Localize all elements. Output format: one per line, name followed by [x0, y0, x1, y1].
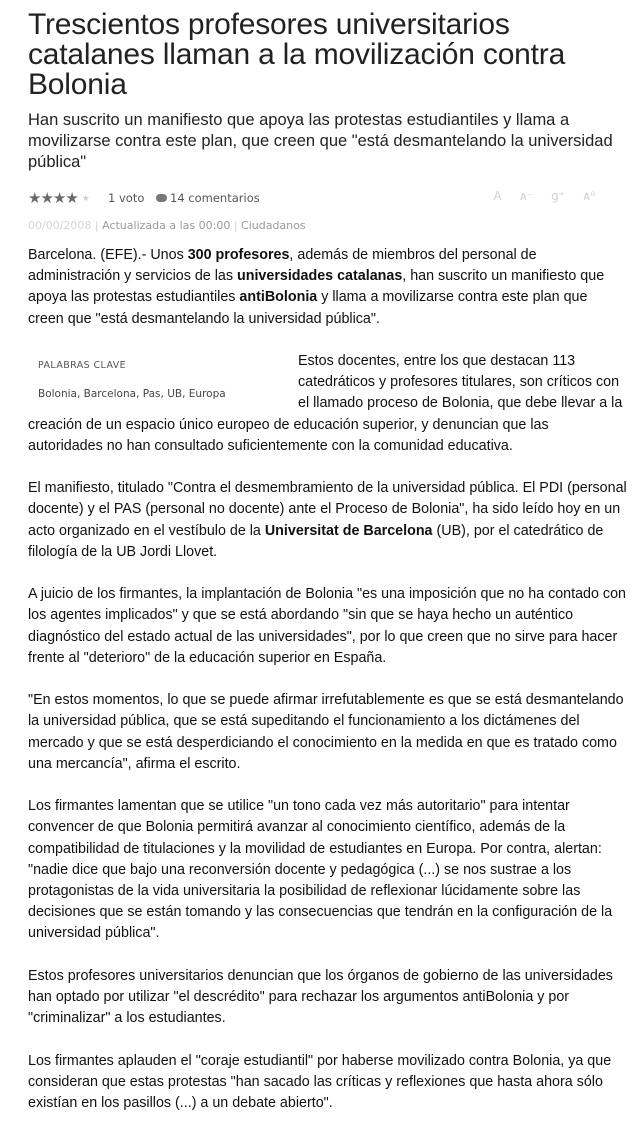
keyword-link[interactable]: Pas — [142, 388, 161, 401]
publish-date: 00/00/2008 — [28, 219, 92, 232]
paragraph-6: Los firmantes lamentan que se utilice "un tono cada vez más autoritario" para intentar convencer de que Bolonia permitirá avanzar al conocimiento científico, además de la compatibilidad de titulaciones y la movilidad de estudiantes en Europa. Por contra, alertan: "nadie dice que bajo una reconversión docente y pedagógica (...) se nos sustrae a los protagonistas de la vida universitaria la posibilidad de reflexionar lúcidamente sobre las decisiones que se están tomando y las consecuencias que tendrán en la configuración de la universidad pública". — [28, 798, 613, 942]
keywords-list: Bolonia, Barcelona, Pas, UB, Europa — [38, 388, 226, 401]
paragraph-5: "En estos momentos, lo que se puede afirmar irrefutablemente es que se está desmantelando la universidad pública, que se está supeditando el funcionamiento a los dictámenes del mercado y que se está desperdiciando el conocimiento en la medida en que es tratado como una mercancía", afirma el escrito. — [28, 692, 624, 772]
article-meta — [28, 189, 627, 211]
font-increase-icon[interactable]: ᴀ⁰ — [583, 189, 595, 203]
highlight-universidades-catalanas: universidades catalanas — [236, 268, 403, 285]
keywords-box — [38, 351, 288, 405]
paragraph-3: El manifiesto, titulado "Contra el desmembramiento de la universidad pública. El PDI (personal docente) y el PAS (personal no docente) ante el Proceso de Bolonia", ha sido leído hoy en un acto organizado en el vestíbulo de la Universitat de Barcelona (UB), por el catedrático de filología de la UB Jordi Llovet. — [28, 480, 627, 560]
rating-stars[interactable] — [28, 189, 89, 207]
comment-bubble-icon — [156, 194, 167, 202]
comments-count[interactable]: 14 comentarios — [170, 191, 260, 205]
font-decrease-icon[interactable]: ᴀ⁻ — [519, 189, 534, 203]
keyword-link[interactable]: UB — [167, 388, 183, 401]
vote-count: 1 voto — [108, 191, 145, 205]
comments-link[interactable] — [156, 191, 260, 205]
rating-empty-star-icon[interactable]: ★ — [81, 194, 89, 204]
article-tools — [475, 189, 595, 203]
keyword-link[interactable]: Bolonia — [38, 388, 77, 401]
paragraph-8: Los firmantes aplauden el "coraje estudiantil" por haberse movilizado contra Bolonia, ya que consideran que estas protestas "han sacado las críticas y reflexiones que hasta ahora sólo existían en los pasillos (...) a un debate abierto". — [28, 1052, 612, 1112]
article-title: Trescientos profesores universitarios catalanes llaman a la movilización contra Bolonia — [28, 8, 566, 101]
highlight-antibolonia: antiBolonia — [239, 289, 318, 306]
paragraph-4: A juicio de los firmantes, la implantación de Bolonia "es una imposición que no ha contado con los agentes implicados" y que se está abordando "sin que se haya hecho un auténtico diagnóstico del estado actual de las universidades", por lo que creen que no sirve para hacer frente al "deterioro" de la educación superior en España. — [28, 586, 626, 666]
rating-filled-stars[interactable]: ★★★★ — [28, 189, 78, 207]
share-icon[interactable]: g⁺ — [551, 189, 566, 203]
paragraph-1: Barcelona. (EFE).- Unos 300 profesores, además de miembros del personal de administración y servicios de las universidades catalanas, han suscrito un manifiesto que apoya las protestas estudiantiles antiBolonia y llama a movilizarse contra este plan que creen que "está desmantelando la universidad pública". — [28, 247, 605, 327]
paragraph-7: Estos profesores universitarios denuncian que los órganos de gobierno de las universidades han optado por utilizar "el descrédito" para rechazar los argumentos antiBolonia y por "criminalizar" a los estudiantes. — [28, 967, 613, 1027]
highlight-universitat-de-barcelona: Universitat de Barcelona — [264, 522, 433, 539]
keyword-link[interactable]: Europa — [188, 388, 226, 401]
keywords-title: PALABRAS CLAVE — [38, 360, 127, 371]
article-body — [28, 245, 627, 1114]
highlight-300-profesores: 300 profesores — [187, 247, 290, 263]
section-link[interactable]: Ciudadanos — [241, 219, 306, 232]
dateline: 00/00/2008 | Actualizada a las 00:00 | Ciudadanos — [28, 219, 306, 232]
keyword-link[interactable]: Barcelona — [83, 388, 137, 401]
article-subtitle: Han suscrito un manifiesto que apoya las protestas estudiantiles y llama a movilizarse contra este plan, que creen que "está desmantelando la universidad pública" — [28, 111, 613, 171]
updated-time: Actualizada a las 00:00 — [102, 219, 231, 232]
font-size-icon[interactable]: A — [493, 189, 502, 203]
paragraph-2: Estos docentes, entre los que destacan 113 catedráticos y profesores titulares, son críticos con el llamado proceso de Bolonia, que debe llevar a la creación de un espacio único europeo de educación superior, y denuncian que las autoridades no han consultado suficientemente con la comunidad educativa. — [28, 353, 623, 454]
